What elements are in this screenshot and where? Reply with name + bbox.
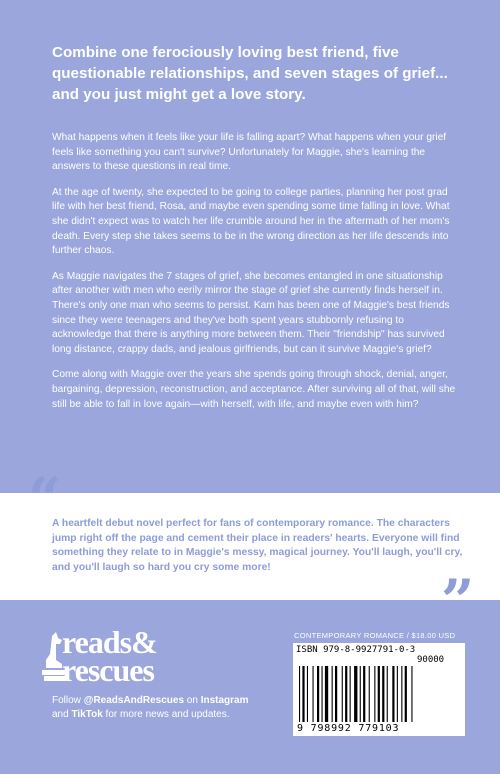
isbn-label: ISBN 979-8-9927791-0-3 xyxy=(296,645,416,655)
barcode-digits: 9 798992 779103 xyxy=(297,723,400,734)
blurb-paragraph: What happens when it feels like your life is falling apart? What happens when your grief feels like something you can't survive? Unfortunately for Maggie, she's learning the answers to these questions in real time. xyxy=(52,132,447,173)
open-quote-icon: “ xyxy=(28,465,62,533)
genre-price: CONTEMPORARY ROMANCE / $18.00 USD xyxy=(294,631,456,640)
platform-instagram: Instagram xyxy=(200,695,249,706)
review-quote: A heartfelt debut novel perfect for fans of contemporary romance. The characters jump right off the page and cement their place in readers' hearts. Everyone will find something they relate to in Maggie's messy, magical journey. You'll laugh, you'll cry, and you'll laugh so hard you cry some more! xyxy=(52,518,463,573)
close-quote-icon: ” xyxy=(441,567,475,635)
logo-text-rescues: rescues xyxy=(62,652,154,688)
social-follow-text: Follow @ReadsAndRescues on Instagram and TikTok for more news and updates. xyxy=(52,695,249,720)
headline: Combine one ferociously loving best friend, five questionable relationships, and seven stages of grief... and you just might get a love story. xyxy=(52,44,448,103)
platform-tiktok: TikTok xyxy=(71,708,103,720)
blurb-paragraph: At the age of twenty, she expected to be going to college parties, planning her post grad life with her best friend, Rosa, and maybe even spending some time falling in love. What she didn't expect was to watch her life crumble around her in the aftermath of her mom's death. Every step she takes seems to be in the wrong direction as her life descends into further chaos. xyxy=(52,186,450,257)
blurb-paragraph: As Maggie navigates the 7 stages of grief, she becomes entangled in one situationship after another with men who eerily mirror the stage of grief she currently finds herself in. There's only one man who seems to persist. Kam has been one of Maggie's best friends since they were teenagers and they've both spent years stubbornly refusing to acknowledge that there is anything more between them. Their "friendship" has survived long distance, crappy dads, and jealous girlfriends, but can it survive Maggie's grief? xyxy=(52,270,450,355)
blurb xyxy=(52,131,462,423)
publisher-logo xyxy=(42,624,192,688)
barcode-bars xyxy=(297,666,461,722)
price-code: 90000 xyxy=(417,655,445,665)
social-handle: @ReadsAndRescues xyxy=(83,695,185,706)
logo-text-reads: reads& xyxy=(62,624,157,660)
blurb-paragraph: Come along with Maggie over the years she spends going through shock, denial, anger, bargaining, depression, reconstruction, and acceptance. After surviving all of that, will she still be able to fall in love again—with herself, with life, and maybe even with him? xyxy=(52,369,456,410)
barcode xyxy=(293,643,465,736)
